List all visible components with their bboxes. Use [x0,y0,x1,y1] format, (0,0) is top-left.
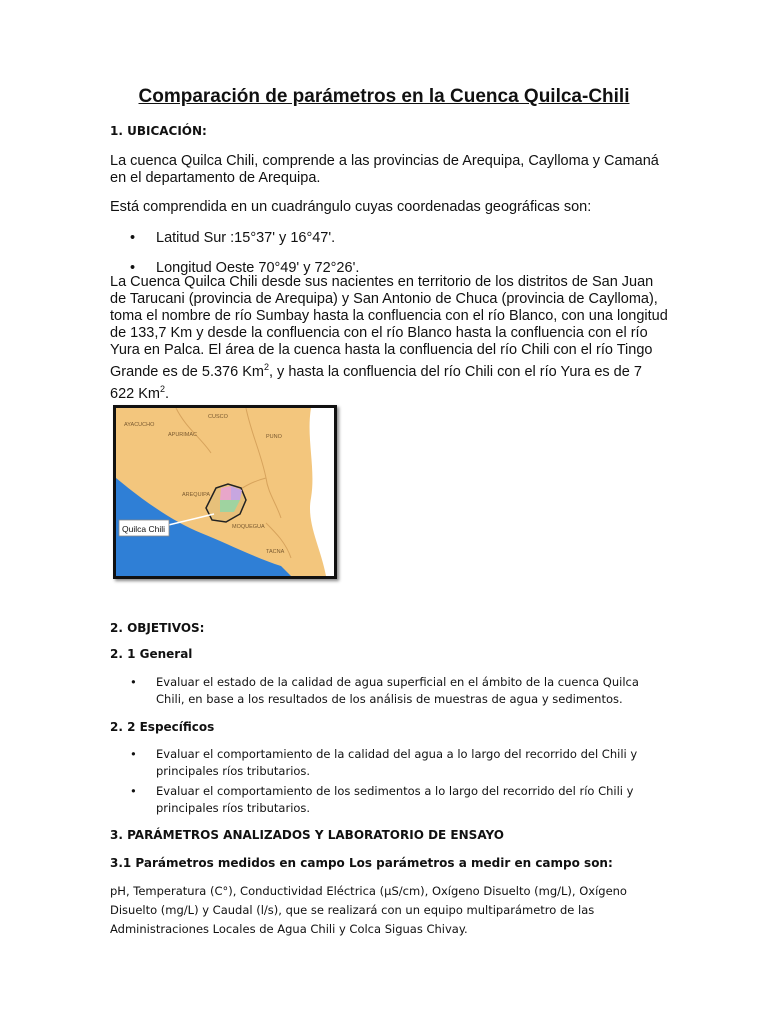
superscript: 2 [263,362,269,372]
text-fragment: 622 Km [110,385,160,402]
map-label-apurimac: APURIMAC [168,432,198,438]
text-line: Yura en Palca. El área de la cuenca hasta la confluencia del río Chili con el río Tingo [110,342,653,358]
text-line [110,359,680,381]
bullet-icon: • [130,675,137,689]
subheading-general: 2. 1 General [110,647,193,661]
text-line: principales ríos tributarios. [156,764,311,778]
list-item-text [156,674,656,708]
page-title: Comparación de parámetros en la Cuenca Quilca-Chili [138,86,630,107]
paragraph-ubicacion-1 [110,153,670,187]
text-fragment: , y hasta la confluencia del río Chili con el río Yura es de 7 [268,363,642,380]
text-line [110,381,680,403]
text-line: Evaluar el estado de la calidad de agua superficial en el ámbito de la cuenca Quilca [156,675,639,689]
text-line: Administraciones Locales de Agua Chili y Colca Siguas Chivay. [110,922,468,936]
text-fragment: Grande es de 5.376 Km [110,363,264,380]
paragraph-ubicacion-2: Está comprendida en un cuadrángulo cuyas coordenadas geográficas son: [110,199,592,215]
text-line: en el departamento de Arequipa. [110,170,321,186]
superscript: 2 [159,383,165,394]
text-line: La cuenca Quilca Chili, comprende a las provincias de Arequipa, Caylloma y Camaná [110,153,659,169]
map-label-ayacucho: AYACUCHO [124,422,155,428]
text-line: Evaluar el comportamiento de los sedimentos a lo largo del recorrido del río Chili y [156,784,634,798]
text-line: Disuelto (mg/L) y Caudal (l/s), que se realizará con un equipo multiparámetro de las [110,903,595,917]
text-fragment: . [165,385,170,402]
text-line: Evaluar el comportamiento de la calidad del agua a lo largo del recorrido del Chili y [156,747,638,761]
subheading-parametros-campo: 3.1 Parámetros medidos en campo Los parámetros a medir en campo son: [110,856,613,870]
text-line: toma el nombre de río Sumbay hasta la confluencia con el río Blanco, con una longitud [110,308,668,324]
text-line: Chili, en base a los resultados de los análisis de muestras de agua y sedimentos. [156,692,623,706]
map-label-arequipa: AREQUIPA [182,492,211,498]
list-item-text: Latitud Sur :15°37' y 16°47'. [156,230,336,246]
map-label-cusco: CUSCO [208,414,228,420]
bullet-icon: • [130,784,137,798]
subheading-especificos: 2. 2 Específicos [110,720,215,734]
section-heading-parametros: 3. PARÁMETROS ANALIZADOS Y LABORATORIO DE ENSAYO [110,828,504,842]
basin-subregion [220,486,231,500]
map-label-tacna: TACNA [266,549,285,555]
text-line: La Cuenca Quilca Chili desde sus nacientes en territorio de los distritos de San Juan [110,274,654,290]
list-item-text [156,746,656,780]
list-item-text [156,783,656,817]
bullet-icon: • [130,747,137,761]
map-label-puno: PUNO [266,434,282,440]
map-label-callout: Quilca Chili [122,524,165,534]
map-figure [113,405,337,579]
map-svg [116,408,334,576]
text-line: de 133,7 Km y desde la confluencia con el río Blanco hasta la confluencia con el río [110,325,648,341]
bullet-icon: • [130,230,136,246]
text-line: de Tarucani (provincia de Arequipa) y San Antonio de Chuca (provincia de Caylloma), [110,291,658,307]
section-heading-objetivos: 2. OBJETIVOS: [110,621,205,635]
text-line: pH, Temperatura (C°), Conductividad Eléctrica (µS/cm), Oxígeno Disuelto (mg/L), Oxígeno [110,884,627,898]
list-item-text: Longitud Oeste 70°49' y 72°26'. [156,260,360,276]
text-line: principales ríos tributarios. [156,801,311,815]
paragraph-ubicacion-3 [110,274,680,403]
map-label-moquegua: MOQUEGUA [232,524,265,530]
bullet-icon: • [130,260,136,276]
section-heading-ubicacion: 1. UBICACIÓN: [110,124,207,138]
paragraph-parametros [110,882,650,939]
